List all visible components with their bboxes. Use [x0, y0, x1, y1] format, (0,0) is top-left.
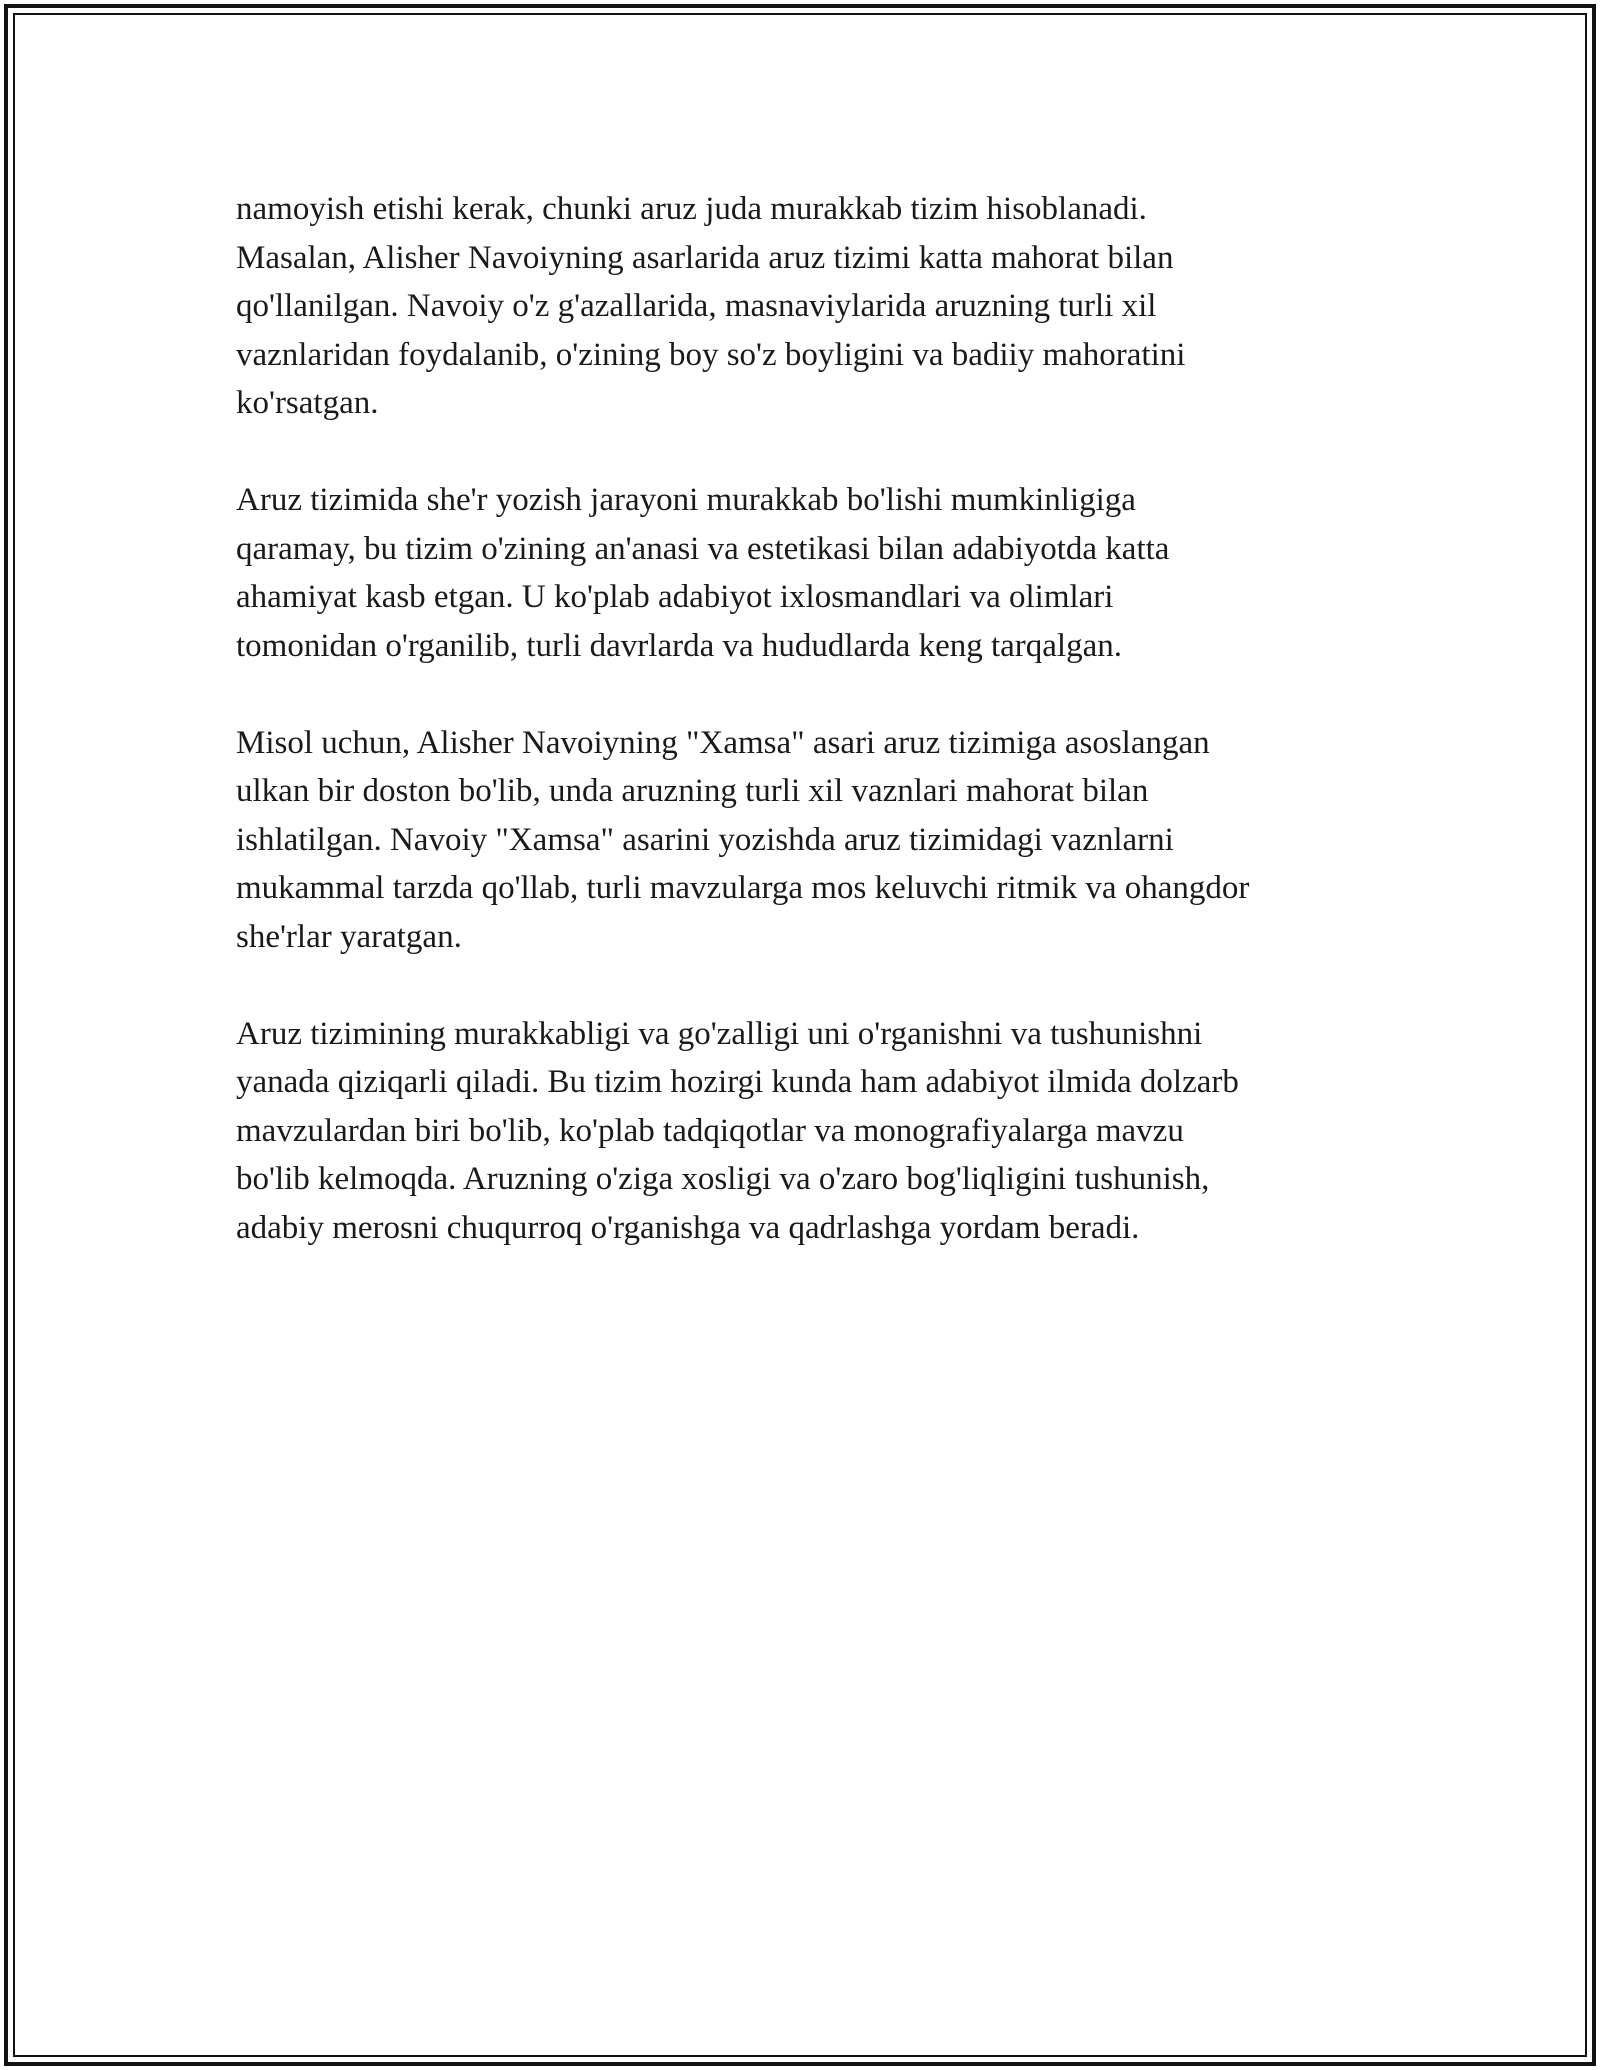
paragraph-line: qo'llanilgan. Navoiy o'z g'azallarida, masnaviylarida aruzning turli xil — [236, 288, 1157, 324]
paragraph-line: Aruz tizimida she'r yozish jarayoni murakkab bo'lishi mumkinligiga — [236, 482, 1136, 518]
paragraph-line: ko'rsatgan. — [236, 385, 379, 421]
paragraph-line: Masalan, Alisher Navoiyning asarlarida aruz tizimi katta mahorat bilan — [236, 239, 1174, 276]
document-body — [236, 185, 1386, 1301]
paragraph-4 — [236, 1010, 1386, 1253]
paragraph-3 — [236, 719, 1386, 962]
paragraph-line: ishlatilgan. Navoiy "Xamsa" asarini yozishda aruz tizimidagi vaznlarni — [236, 821, 1174, 858]
paragraph-line: adabiy merosni chuqurroq o'rganishga va qadrlashga yordam beradi. — [236, 1209, 1140, 1246]
paragraph-line: Misol uchun, Alisher Navoiyning "Xamsa" asari aruz tizimiga asoslangan — [236, 724, 1210, 761]
paragraph-line: ahamiyat kasb etgan. U ko'plab adabiyot ixlosmandlari va olimlari — [236, 579, 1114, 615]
paragraph-line: vaznlaridan foydalanib, o'zining boy so'z boyligini va badiiy mahoratini — [236, 336, 1186, 373]
paragraph-line: mukammal tarzda qo'llab, turli mavzularga mos keluvchi ritmik va ohangdor — [236, 870, 1250, 906]
paragraph-line: Aruz tizimining murakkabligi va go'zalligi uni o'rganishni va tushunishni — [236, 1015, 1203, 1052]
paragraph-line: tomonidan o'rganilib, turli davrlarda va hududlarda keng tarqalgan. — [236, 627, 1122, 664]
paragraph-line: yanada qiziqarli qiladi. Bu tizim hozirgi kunda ham adabiyot ilmida dolzarb — [236, 1064, 1239, 1100]
paragraph-line: ulkan bir doston bo'lib, unda aruzning turli xil vaznlari mahorat bilan — [236, 773, 1149, 809]
paragraph-line: qaramay, bu tizim o'zining an'anasi va estetikasi bilan adabiyotda katta — [236, 530, 1170, 567]
paragraph-line: bo'lib kelmoqda. Aruzning o'ziga xosligi va o'zaro bog'liqligini tushunish, — [236, 1161, 1210, 1197]
paragraph-1 — [236, 185, 1386, 428]
paragraph-line: she'rlar yaratgan. — [236, 918, 462, 955]
paragraph-line: namoyish etishi kerak, chunki aruz juda murakkab tizim hisoblanadi. — [236, 191, 1147, 227]
paragraph-2 — [236, 476, 1386, 670]
paragraph-line: mavzulardan biri bo'lib, ko'plab tadqiqotlar va monografiyalarga mavzu — [236, 1112, 1184, 1149]
